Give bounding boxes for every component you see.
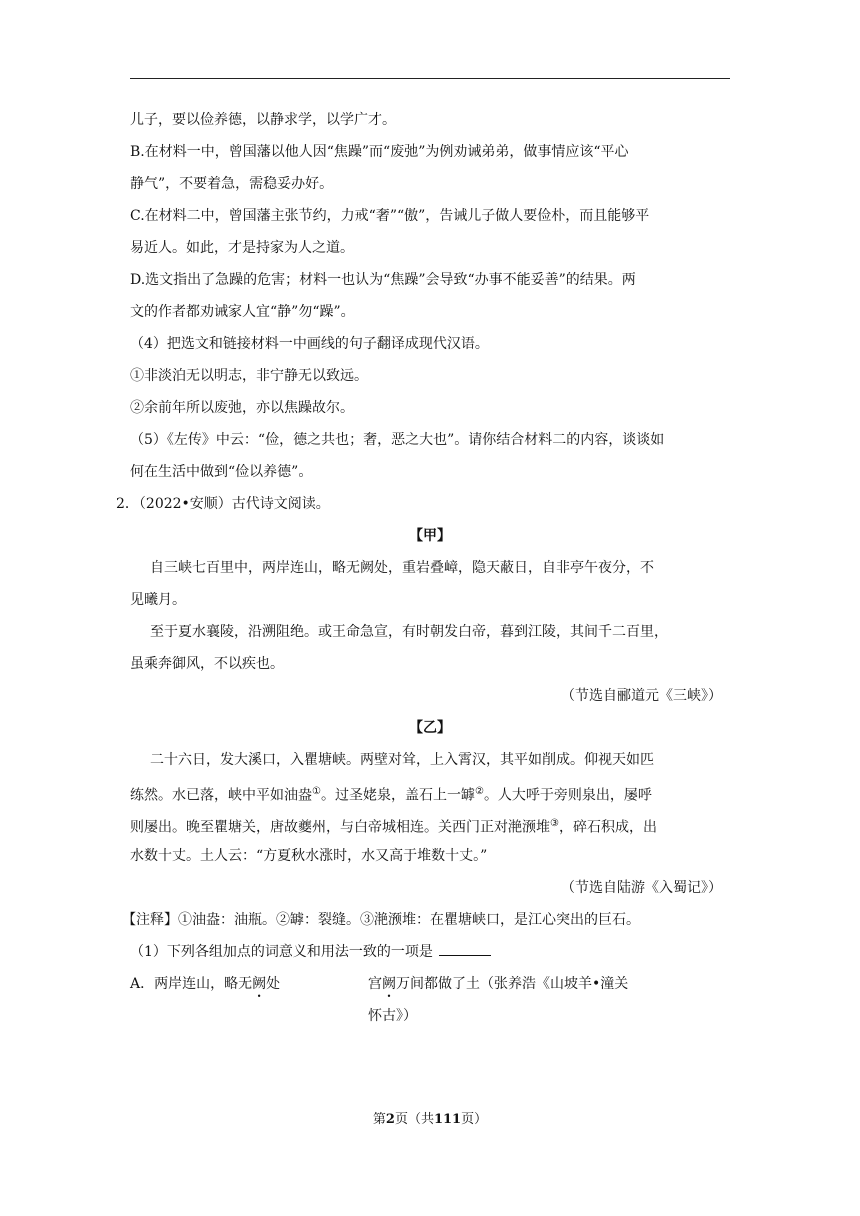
- question-5: （5）《左传》中云：“俭，德之共也；奢，恶之大也”。请你结合材料二的内容，谈谈如: [130, 432, 665, 448]
- yi-para-line4: 水数十丈。土人云：“方夏秋水涨时，水又高于堆数十丈。”: [130, 848, 488, 864]
- yi-para-line1: 二十六日，发大溪口，入瞿塘峡。两壁对耸，上入霄汉，其平如削成。仰视天如匹: [150, 752, 654, 768]
- yi-source: （节选自陆游《入蜀记》）: [561, 880, 722, 896]
- jia-para1-line1: 自三峡七百里中，两岸连山，略无阙处，重岩叠嶂，隐天蔽日，自非亭午夜分，不: [150, 560, 654, 576]
- yi-para-line2: [130, 776, 730, 808]
- yi-text: 。过圣姥泉，盖石上一罅: [320, 787, 475, 804]
- option-d-line: D.选文指出了急躁的危害；材料一也认为“焦躁”会导致“办事不能妥善”的结果。两: [130, 272, 636, 288]
- note-marker-3: ③: [550, 818, 559, 829]
- notes: 【注释】①油盎：油瓶。②罅：裂缝。③滟滪堆：在瞿塘峡口，是江心突出的巨石。: [122, 912, 640, 928]
- question-2-title: 2．（2022•安顺）古代诗文阅读。: [116, 496, 330, 512]
- yi-heading: 【乙】: [409, 720, 451, 736]
- footer-text: 页（共: [394, 1112, 434, 1127]
- jia-para2-line1: 至于夏水襄陵，沿溯阻绝。或王命急宣，有时朝发白帝，暮到江陵，其间千二百里，: [150, 624, 668, 640]
- footer-text: 第: [372, 1112, 386, 1127]
- question-1: [130, 936, 730, 968]
- sentence-2: ②余前年所以废弛，亦以焦躁故尔。: [130, 400, 354, 416]
- jia-heading: 【甲】: [409, 528, 451, 544]
- header-rule: [130, 78, 730, 79]
- option-b-line: B.在材料一中，曾国藩以他人因“焦躁”而“废弛”为例劝诫弟弟，做事情应该“平心: [130, 144, 629, 160]
- option-a-row: [130, 968, 730, 1000]
- note-marker-1: ①: [312, 786, 321, 797]
- jia-para2-line2: 虽乘奔御风，不以疾也。: [130, 656, 284, 672]
- text-line: 静气”，不要着急，需稳妥办好。: [130, 176, 334, 192]
- question-1-text: （1）下列各组加点的词意义和用法一致的一项是: [130, 944, 433, 960]
- dotted-word: 阙: [382, 976, 396, 992]
- option-a-left: [130, 976, 280, 992]
- yi-para-line3: [130, 808, 730, 840]
- option-a-text: 万间都做了土（张养浩《山坡羊•潼关: [396, 976, 629, 992]
- page-body: [116, 104, 730, 1032]
- question-4: （4）把选文和链接材料一中画线的句子翻译成现代汉语。: [130, 336, 489, 352]
- sentence-1: ①非淡泊无以明志，非宁静无以致远。: [130, 368, 368, 384]
- text-line: 文的作者都劝诫家人宜“静”勿“躁”。: [130, 304, 355, 320]
- option-a-right-cont: 怀古》）: [368, 1008, 417, 1024]
- yi-text: ，碎石积成，出: [558, 819, 657, 836]
- text-line: 易近人。如此，才是持家为人之道。: [130, 240, 354, 256]
- option-a-text: A．两岸连山，略无: [130, 976, 253, 992]
- option-a-text: 宫: [368, 976, 382, 992]
- option-a-row-cont: [130, 1000, 730, 1032]
- option-a-text: 处: [266, 976, 281, 992]
- jia-source: （节选自郦道元《三峡》）: [561, 688, 722, 704]
- option-c-line: C.在材料二中，曾国藩主张节约，力戒“奢”“傲”，告诫儿子做人要俭朴，而且能够平: [130, 208, 650, 224]
- note-marker-2: ②: [474, 786, 484, 797]
- answer-blank[interactable]: [439, 943, 491, 956]
- text-line: 何在生活中做到“俭以养德”。: [130, 464, 313, 480]
- dotted-word: 阙: [252, 976, 267, 992]
- yi-text: 。人大呼于旁则泉出，屡呼: [483, 787, 652, 804]
- page-number: 2: [385, 1112, 395, 1127]
- jia-para1-line2: 见曦月。: [130, 592, 186, 608]
- option-a-right: [368, 968, 628, 1000]
- yi-text: 则屡出。晚至瞿塘关，唐故夔州，与白帝城相连。关西门正对滟滪堆: [130, 819, 550, 836]
- page-footer: [0, 1108, 860, 1127]
- page-total: 111: [433, 1112, 462, 1127]
- yi-text: 练然。水已落，峡中平如油盎: [130, 787, 312, 804]
- text-line: 儿子，要以俭养德，以静求学，以学广才。: [130, 112, 396, 128]
- footer-text: 页）: [461, 1112, 488, 1127]
